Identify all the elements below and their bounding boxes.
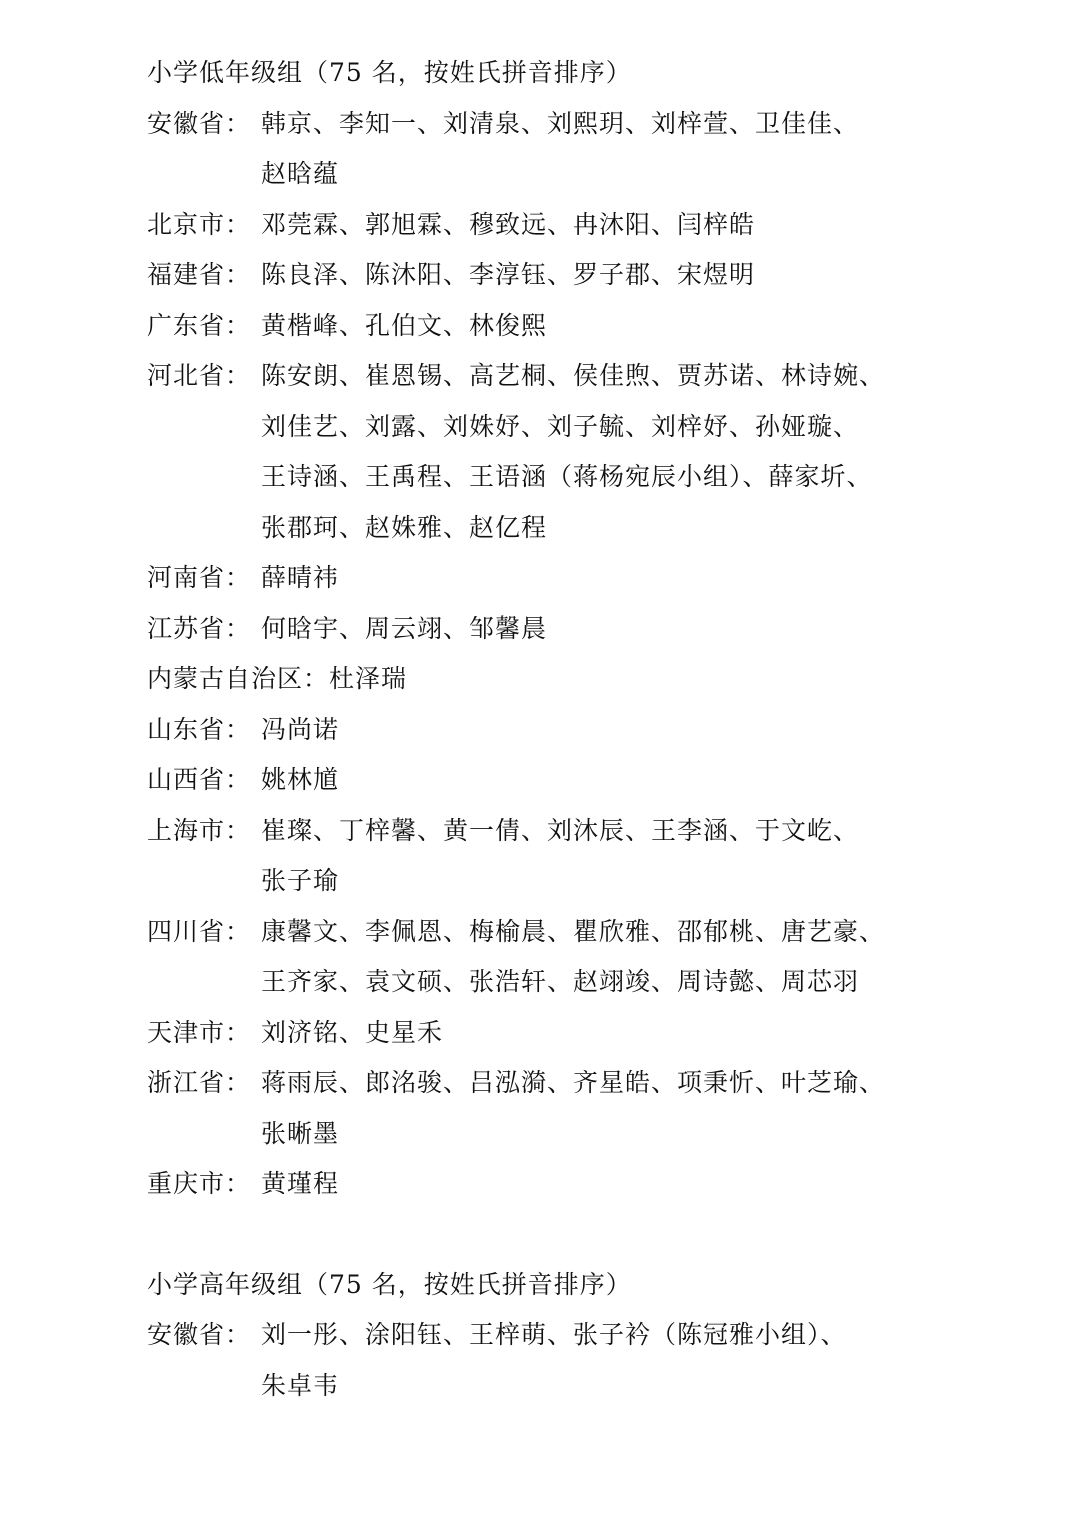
winner-names <box>329 654 1007 705</box>
winner-names <box>261 1008 1007 1059</box>
winner-names <box>261 1159 1007 1210</box>
province-entry <box>147 755 1007 806</box>
province-label: 北京市： <box>147 209 252 239</box>
document-page <box>147 48 1007 1411</box>
names-line: 刘济铭、史星禾 <box>261 1017 444 1047</box>
winner-names <box>261 553 1007 604</box>
names-line: 刘佳艺、刘露、刘姝妤、刘子毓、刘梓妤、孙娅璇、 <box>261 411 860 441</box>
province-entry <box>147 351 1007 553</box>
names-line: 康馨文、李佩恩、梅榆晨、瞿欣雅、邵郁桃、唐艺豪、 <box>261 916 886 946</box>
province-entry <box>147 301 1007 352</box>
winner-names <box>261 250 1007 301</box>
names-line: 朱卓韦 <box>261 1370 340 1400</box>
names-line: 陈安朗、崔恩锡、高艺桐、侯佳煦、贾苏诺、林诗婉、 <box>261 361 886 390</box>
names-line: 黄楷峰、孔伯文、林俊熙 <box>261 310 548 340</box>
winner-names <box>261 200 1007 251</box>
names-line: 冯尚诺 <box>261 714 340 744</box>
names-line: 邓莞霖、郭旭霖、穆致远、冉沐阳、闫梓皓 <box>261 209 756 239</box>
province-entry <box>147 654 1007 705</box>
winner-names <box>261 1058 1007 1159</box>
province-entry <box>147 806 1007 907</box>
winner-names <box>261 705 1007 756</box>
province-entry <box>147 705 1007 756</box>
province-label: 福建省： <box>147 260 252 289</box>
province-label: 山东省： <box>147 714 252 744</box>
winner-names <box>261 351 1007 553</box>
names-line: 何晗宇、周云翊、邹馨晨 <box>261 613 548 643</box>
province-entry <box>147 553 1007 604</box>
province-entry <box>147 604 1007 655</box>
names-line: 刘一彤、涂阳钰、王梓萌、张子衿（陈冠雅小组）、 <box>261 1320 847 1349</box>
province-label: 四川省： <box>147 916 252 946</box>
names-line: 崔璨、丁梓馨、黄一倩、刘沐辰、王李涵、于文屹、 <box>261 815 860 845</box>
province-entry <box>147 1159 1007 1210</box>
province-entry <box>147 1008 1007 1059</box>
group-heading: 小学高年级组（75 名，按姓氏拼音排序） <box>147 1269 632 1299</box>
province-label: 重庆市： <box>147 1169 252 1198</box>
names-line: 王齐家、袁文硕、张浩轩、赵翊竣、周诗懿、周芯羽 <box>261 967 860 996</box>
names-line: 韩京、李知一、刘清泉、刘熙玥、刘梓萱、卫佳佳、 <box>261 108 860 138</box>
group-heading: 小学低年级组（75 名，按姓氏拼音排序） <box>147 58 632 87</box>
names-line: 蒋雨辰、郎洺骏、吕泓漪、齐星皓、项秉忻、叶芝瑜、 <box>261 1068 886 1097</box>
province-label: 安徽省： <box>147 108 252 138</box>
winner-names <box>261 907 1007 1008</box>
names-line: 杜泽瑞 <box>329 664 408 693</box>
section-gap <box>147 1210 1007 1260</box>
province-label: 上海市： <box>147 815 252 845</box>
province-label: 浙江省： <box>147 1068 252 1097</box>
winner-names <box>261 1310 1007 1411</box>
province-label: 河南省： <box>147 563 252 592</box>
names-line: 薛晴祎 <box>261 563 340 592</box>
province-label: 安徽省： <box>147 1320 252 1349</box>
winner-names <box>261 99 1007 200</box>
names-line: 姚林馗 <box>261 765 340 794</box>
names-line: 王诗涵、王禹程、王语涵（蒋杨宛辰小组）、薛家圻、 <box>261 462 873 491</box>
province-entry <box>147 907 1007 1008</box>
names-line: 张子瑜 <box>261 866 340 895</box>
names-line: 张晰墨 <box>261 1118 340 1148</box>
province-label: 江苏省： <box>147 613 252 643</box>
winner-names <box>261 301 1007 352</box>
winner-names <box>261 806 1007 907</box>
province-entry <box>147 1310 1007 1411</box>
winner-names <box>261 755 1007 806</box>
names-line: 陈良泽、陈沐阳、李淳钰、罗子郡、宋煜明 <box>261 260 756 289</box>
names-line: 黄瑾程 <box>261 1169 340 1198</box>
province-label: 广东省： <box>147 310 252 340</box>
province-entry <box>147 250 1007 301</box>
province-label: 河北省： <box>147 361 252 390</box>
winner-names <box>261 604 1007 655</box>
province-label: 天津市： <box>147 1017 252 1047</box>
province-entry <box>147 200 1007 251</box>
province-entry <box>147 99 1007 200</box>
province-entry <box>147 1058 1007 1159</box>
names-line: 张郡珂、赵姝雅、赵亿程 <box>261 512 548 542</box>
province-label: 山西省： <box>147 765 252 794</box>
province-label: 内蒙古自治区： <box>147 664 330 693</box>
names-line: 赵晗蕴 <box>261 159 340 188</box>
